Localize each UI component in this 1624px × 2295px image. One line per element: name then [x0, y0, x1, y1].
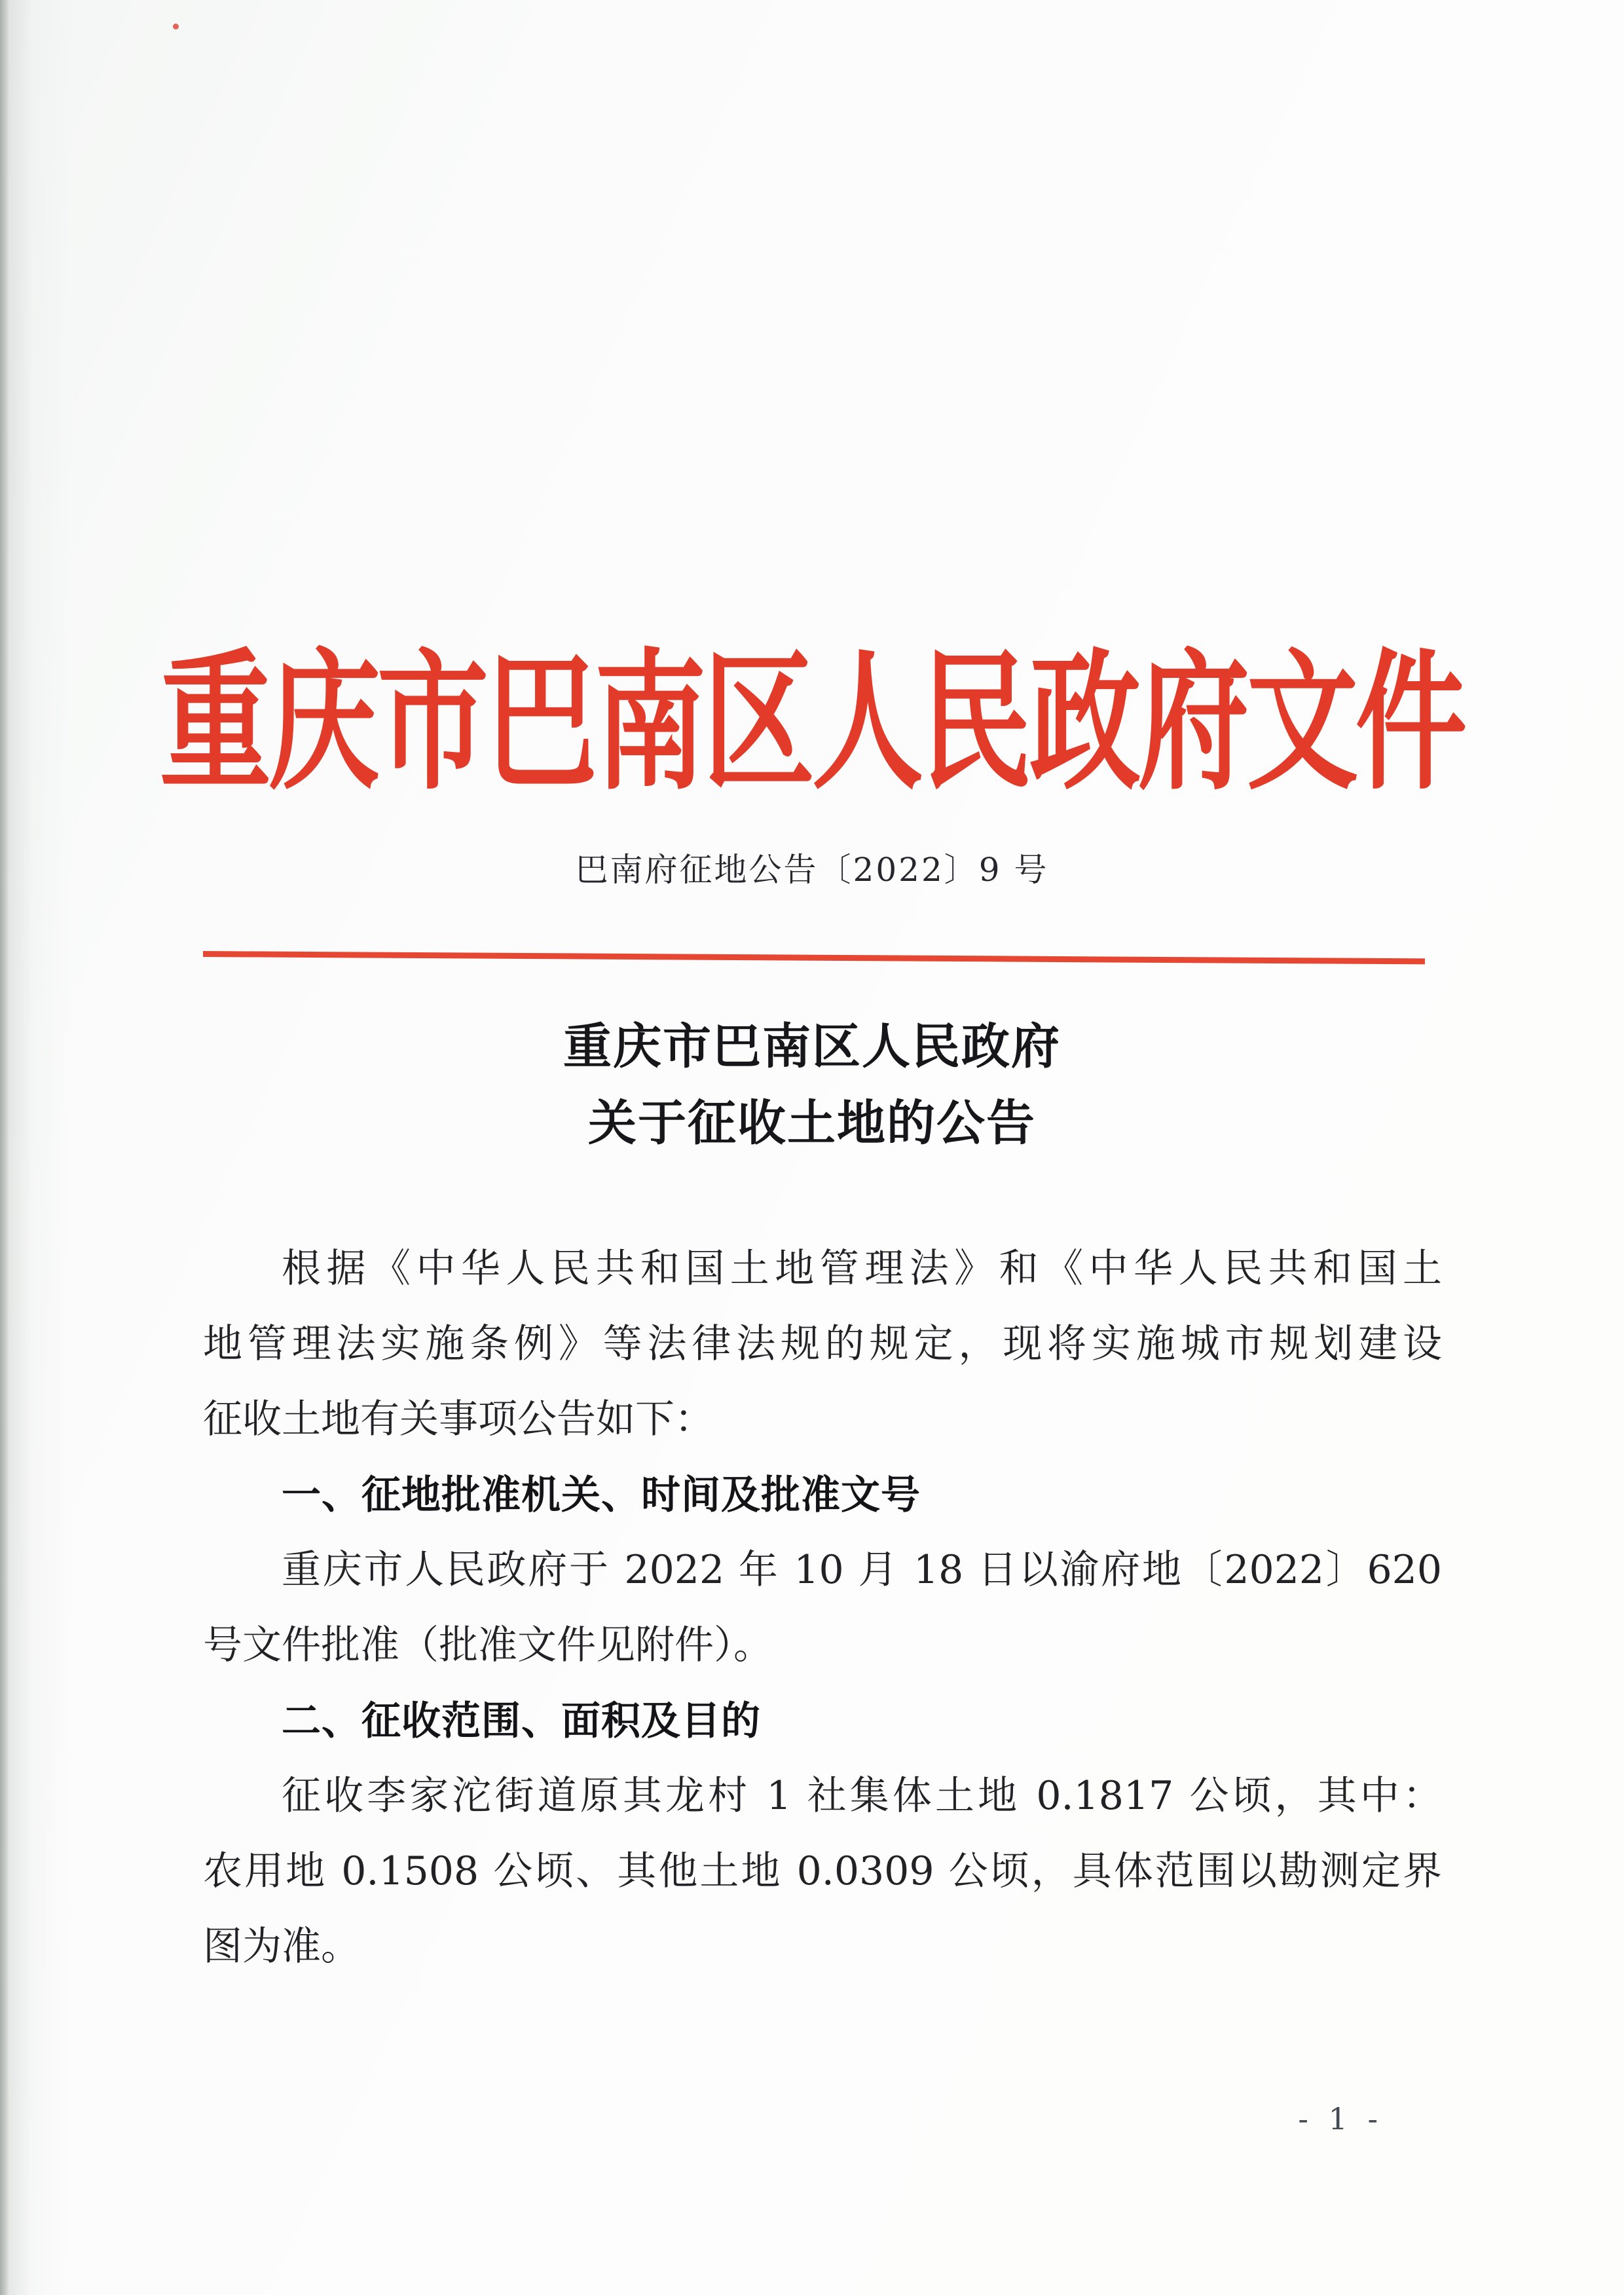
- body-line: 重庆市人民政府于 2022 年 10 月 18 日以渝府地〔2022〕620: [282, 1547, 1442, 1593]
- scan-artifact-dot: [173, 24, 179, 29]
- document-title-line2: 关于征收土地的公告: [588, 1095, 1036, 1151]
- body-line: 号文件批准（批准文件见附件）。: [203, 1622, 773, 1668]
- section-heading-2: 二、征收范围、面积及目的: [282, 1699, 761, 1743]
- body-line: 农用地 0.1508 公顷、其他土地 0.0309 公顷，具体范围以勘测定界: [203, 1848, 1442, 1894]
- document-body: [203, 1231, 1442, 1985]
- body-line: 根据《中华人民共和国土地管理法》和《中华人民共和国土: [282, 1246, 1442, 1292]
- body-line: 征收李家沱街道原其龙村 1 社集体土地 0.1817 公顷，其中：: [282, 1773, 1442, 1819]
- document-number: 巴南府征地公告〔2022〕9 号: [575, 851, 1049, 889]
- section-heading-1: 一、征地批准机关、时间及批准文号: [282, 1473, 921, 1517]
- body-line: 地管理法实施条例》等法律法规的规定，现将实施城市规划建设: [203, 1321, 1442, 1367]
- red-divider-line: [203, 951, 1425, 964]
- page-number: - 1 -: [1298, 2101, 1383, 2136]
- document-title-line1: 重庆市巴南区人民政府: [563, 1018, 1061, 1075]
- body-line: 征收土地有关事项公告如下：: [203, 1396, 714, 1442]
- government-document-banner: 重庆市巴南区人民政府文件: [159, 633, 1464, 811]
- document-title: [0, 1009, 1624, 1162]
- body-line: 图为准。: [203, 1924, 360, 1969]
